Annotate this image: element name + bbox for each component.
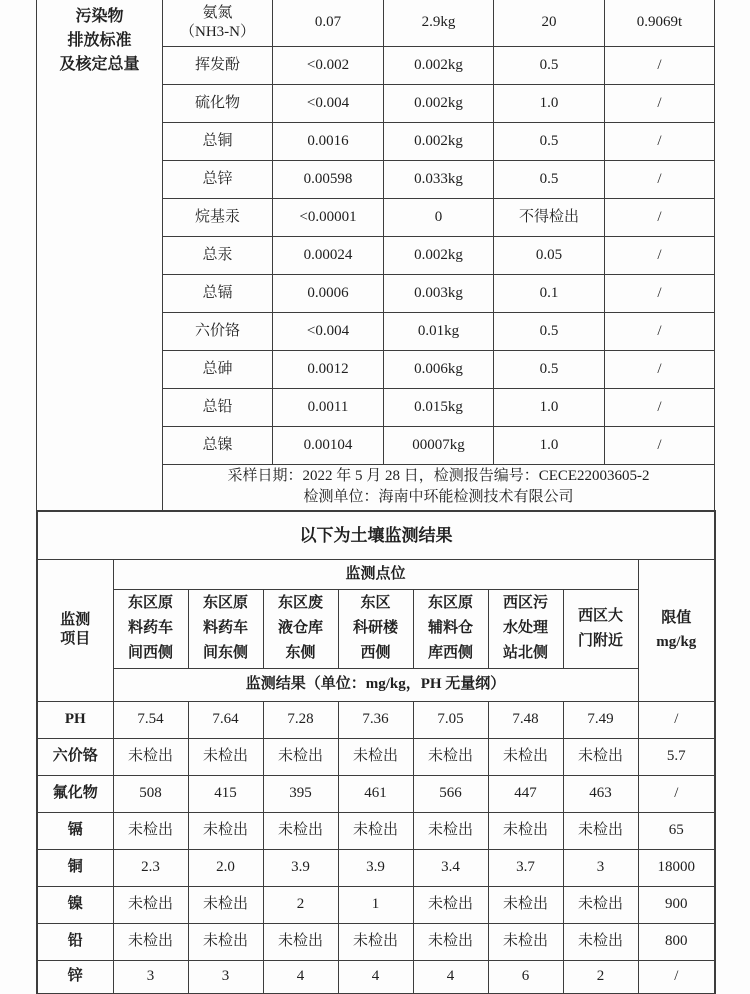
table-row <box>37 0 715 46</box>
soil-limit-cell: 800 <box>638 923 715 960</box>
table-row <box>37 775 715 812</box>
soil-value-cell: 未检出 <box>263 738 338 775</box>
soil-value-cell: 未检出 <box>488 886 563 923</box>
site-name-line: 科研楼 <box>352 620 398 636</box>
table-row <box>37 701 715 738</box>
site-name-line: 间东侧 <box>202 645 248 661</box>
soil-value-cell: 7.48 <box>488 701 563 738</box>
soil-value-cell: 7.64 <box>188 701 263 738</box>
value-cell: / <box>605 84 715 122</box>
value-cell: 0.01kg <box>384 312 494 350</box>
limit-header-cell <box>638 559 715 701</box>
soil-value-cell: 3.9 <box>263 849 338 886</box>
table-row <box>37 589 715 668</box>
soil-value-cell: 未检出 <box>488 812 563 849</box>
soil-value-cell: 7.05 <box>413 701 488 738</box>
soil-value-cell: 未检出 <box>488 923 563 960</box>
value-cell: 0.002kg <box>384 236 494 274</box>
soil-item-cell: PH <box>37 701 113 738</box>
item-header-cell <box>37 559 113 701</box>
value-cell: 0.00024 <box>273 236 384 274</box>
table-row <box>37 668 715 701</box>
value-cell: / <box>605 274 715 312</box>
value-cell: / <box>605 122 715 160</box>
sampling-info-cell <box>163 464 715 510</box>
site-name-line: 水处理 <box>502 620 548 636</box>
soil-value-cell: 447 <box>488 775 563 812</box>
item-header-line: 项目 <box>60 631 91 647</box>
value-cell: 0.05 <box>494 236 605 274</box>
table-row <box>37 923 715 960</box>
site-header-cell <box>338 589 413 668</box>
site-name-line: 东侧 <box>285 645 316 661</box>
pollutant-name-cell: 总铅 <box>163 388 273 426</box>
pollutant-name-cell: 总砷 <box>163 350 273 388</box>
pollutant-name-cell: 总锌 <box>163 160 273 198</box>
value-cell: 0.003kg <box>384 274 494 312</box>
table-row <box>37 886 715 923</box>
value-cell: / <box>605 198 715 236</box>
soil-value-cell: 未检出 <box>113 886 188 923</box>
site-name-line: 东区原 <box>427 595 473 611</box>
site-name-line: 辅料仓 <box>427 620 473 636</box>
section-label-line: 排放标准 <box>67 32 132 49</box>
soil-value-cell: 未检出 <box>488 738 563 775</box>
soil-limit-cell: 5.7 <box>638 738 715 775</box>
value-cell: 0.5 <box>494 160 605 198</box>
value-cell: 0.5 <box>494 350 605 388</box>
value-cell: 不得检出 <box>494 198 605 236</box>
soil-value-cell: 3.9 <box>338 849 413 886</box>
value-cell: 2.9kg <box>384 0 494 46</box>
soil-value-cell: 未检出 <box>263 812 338 849</box>
soil-value-cell: 未检出 <box>563 812 638 849</box>
section-label-line: 污染物 <box>75 8 124 25</box>
value-cell: 0.1 <box>494 274 605 312</box>
soil-section-title: 以下为土壤监测结果 <box>37 511 715 559</box>
soil-value-cell: 1 <box>338 886 413 923</box>
site-name-line: 西区大 <box>577 607 623 624</box>
soil-item-cell: 铜 <box>37 849 113 886</box>
site-header-cell <box>263 589 338 668</box>
soil-limit-cell: 18000 <box>638 849 715 886</box>
soil-value-cell: 7.28 <box>263 701 338 738</box>
value-cell: 0.006kg <box>384 350 494 388</box>
value-cell: / <box>605 388 715 426</box>
limit-header-line: mg/kg <box>656 634 697 650</box>
pollutant-name-cell: 总镍 <box>163 426 273 464</box>
pollutant-name-cell: 总铜 <box>163 122 273 160</box>
value-cell: / <box>605 426 715 464</box>
soil-value-cell: 未检出 <box>413 812 488 849</box>
soil-value-cell: 未检出 <box>188 812 263 849</box>
value-cell: 0.5 <box>494 312 605 350</box>
soil-value-cell: 4 <box>338 960 413 994</box>
value-cell: 0.0016 <box>273 122 384 160</box>
value-cell: <0.004 <box>273 84 384 122</box>
soil-item-cell: 氟化物 <box>37 775 113 812</box>
soil-value-cell: 2 <box>263 886 338 923</box>
soil-value-cell: 415 <box>188 775 263 812</box>
value-cell: 1.0 <box>494 388 605 426</box>
soil-item-cell: 镍 <box>37 886 113 923</box>
site-header-cell <box>188 589 263 668</box>
pollutant-name-cell: 总汞 <box>163 236 273 274</box>
site-name-line: 东区原 <box>202 595 248 611</box>
value-cell: 1.0 <box>494 84 605 122</box>
soil-value-cell: 508 <box>113 775 188 812</box>
soil-value-cell: 未检出 <box>113 812 188 849</box>
limit-header-line: 限值 <box>661 610 692 626</box>
value-cell: 0.033kg <box>384 160 494 198</box>
value-cell: 0.0012 <box>273 350 384 388</box>
section-label-cell <box>37 0 163 510</box>
table-row <box>37 849 715 886</box>
site-name-line: 东区 <box>360 595 391 611</box>
value-cell: 00007kg <box>384 426 494 464</box>
soil-value-cell: 3.7 <box>488 849 563 886</box>
soil-table <box>36 510 716 994</box>
value-cell: 0.015kg <box>384 388 494 426</box>
value-cell: 0 <box>384 198 494 236</box>
value-cell: / <box>605 160 715 198</box>
table-row <box>37 738 715 775</box>
soil-value-cell: 6 <box>488 960 563 994</box>
section-label-line: 及核定总量 <box>59 56 140 73</box>
points-header-cell: 监测点位 <box>113 559 638 589</box>
value-cell: <0.00001 <box>273 198 384 236</box>
soil-value-cell: 4 <box>413 960 488 994</box>
soil-value-cell: 未检出 <box>188 923 263 960</box>
pollutant-name-line: （NH3-N） <box>180 23 255 40</box>
emission-table <box>36 0 715 511</box>
value-cell: 0.002kg <box>384 46 494 84</box>
table-row <box>37 511 715 559</box>
value-cell: 0.07 <box>273 0 384 46</box>
value-cell: 0.00104 <box>273 426 384 464</box>
testing-unit-line: 检测单位：海南中环能检测技术有限公司 <box>303 489 574 505</box>
value-cell: 0.5 <box>494 122 605 160</box>
site-header-cell <box>113 589 188 668</box>
value-cell: 0.002kg <box>384 122 494 160</box>
site-name-line: 东区废 <box>277 595 323 611</box>
pollutant-name-line: 氨氮 <box>202 4 233 21</box>
value-cell: 0.9069t <box>605 0 715 46</box>
site-header-cell <box>488 589 563 668</box>
site-header-cell <box>563 589 638 668</box>
value-cell: / <box>605 312 715 350</box>
site-header-cell <box>413 589 488 668</box>
soil-value-cell: 2.3 <box>113 849 188 886</box>
soil-value-cell: 463 <box>563 775 638 812</box>
soil-value-cell: 未检出 <box>113 923 188 960</box>
pollutant-name-cell: 六价铬 <box>163 312 273 350</box>
soil-limit-cell: 900 <box>638 886 715 923</box>
value-cell: / <box>605 350 715 388</box>
value-cell: 20 <box>494 0 605 46</box>
value-cell: 0.00598 <box>273 160 384 198</box>
soil-value-cell: 566 <box>413 775 488 812</box>
soil-item-cell: 镉 <box>37 812 113 849</box>
soil-item-cell: 铅 <box>37 923 113 960</box>
site-name-line: 西区污 <box>502 595 548 611</box>
soil-value-cell: 未检出 <box>338 812 413 849</box>
value-cell: 0.002kg <box>384 84 494 122</box>
value-cell: <0.002 <box>273 46 384 84</box>
soil-value-cell: 未检出 <box>413 738 488 775</box>
soil-value-cell: 395 <box>263 775 338 812</box>
soil-value-cell: 未检出 <box>413 886 488 923</box>
soil-value-cell: 7.54 <box>113 701 188 738</box>
table-row <box>37 812 715 849</box>
soil-value-cell: 未检出 <box>563 738 638 775</box>
pollutant-name-cell: 挥发酚 <box>163 46 273 84</box>
pollutant-name-cell <box>163 0 273 46</box>
table-row <box>37 960 715 994</box>
soil-value-cell: 3.4 <box>413 849 488 886</box>
soil-value-cell: 3 <box>113 960 188 994</box>
value-cell: / <box>605 236 715 274</box>
soil-value-cell: 4 <box>263 960 338 994</box>
value-cell: / <box>605 46 715 84</box>
soil-value-cell: 未检出 <box>188 738 263 775</box>
site-name-line: 门附近 <box>577 632 623 649</box>
soil-value-cell: 未检出 <box>338 738 413 775</box>
value-cell: 0.0006 <box>273 274 384 312</box>
site-name-line: 西侧 <box>360 645 391 661</box>
item-header-line: 监测 <box>60 612 91 628</box>
soil-value-cell: 2 <box>563 960 638 994</box>
site-name-line: 东区原 <box>127 595 173 611</box>
soil-value-cell: 3 <box>188 960 263 994</box>
soil-value-cell: 2.0 <box>188 849 263 886</box>
pollutant-name-cell: 硫化物 <box>163 84 273 122</box>
soil-limit-cell: 65 <box>638 812 715 849</box>
site-name-line: 站北侧 <box>502 645 548 661</box>
soil-limit-cell: / <box>638 775 715 812</box>
soil-value-cell: 未检出 <box>563 923 638 960</box>
site-name-line: 库西侧 <box>427 645 473 661</box>
value-cell: <0.004 <box>273 312 384 350</box>
site-name-line: 料药车 <box>127 620 173 636</box>
soil-value-cell: 461 <box>338 775 413 812</box>
table-row <box>37 559 715 589</box>
sampling-date-line: 采样日期：2022 年 5 月 28 日，检测报告编号：CECE22003605-2 <box>227 468 650 484</box>
pollutant-name-cell: 总镉 <box>163 274 273 312</box>
pollutant-name-cell: 烷基汞 <box>163 198 273 236</box>
value-cell: 0.5 <box>494 46 605 84</box>
site-name-line: 料药车 <box>202 620 248 636</box>
site-name-line: 间西侧 <box>127 645 173 661</box>
result-header-cell: 监测结果（单位：mg/kg，PH 无量纲） <box>113 668 638 701</box>
site-name-line: 液仓库 <box>277 620 323 636</box>
soil-item-cell: 锌 <box>37 960 113 994</box>
soil-limit-cell: / <box>638 960 715 994</box>
soil-value-cell: 未检出 <box>563 886 638 923</box>
value-cell: 0.0011 <box>273 388 384 426</box>
value-cell: 1.0 <box>494 426 605 464</box>
soil-value-cell: 3 <box>563 849 638 886</box>
soil-value-cell: 7.49 <box>563 701 638 738</box>
soil-value-cell: 7.36 <box>338 701 413 738</box>
soil-value-cell: 未检出 <box>413 923 488 960</box>
soil-value-cell: 未检出 <box>338 923 413 960</box>
soil-value-cell: 未检出 <box>113 738 188 775</box>
soil-limit-cell: / <box>638 701 715 738</box>
soil-value-cell: 未检出 <box>263 923 338 960</box>
soil-value-cell: 未检出 <box>188 886 263 923</box>
soil-item-cell: 六价铬 <box>37 738 113 775</box>
